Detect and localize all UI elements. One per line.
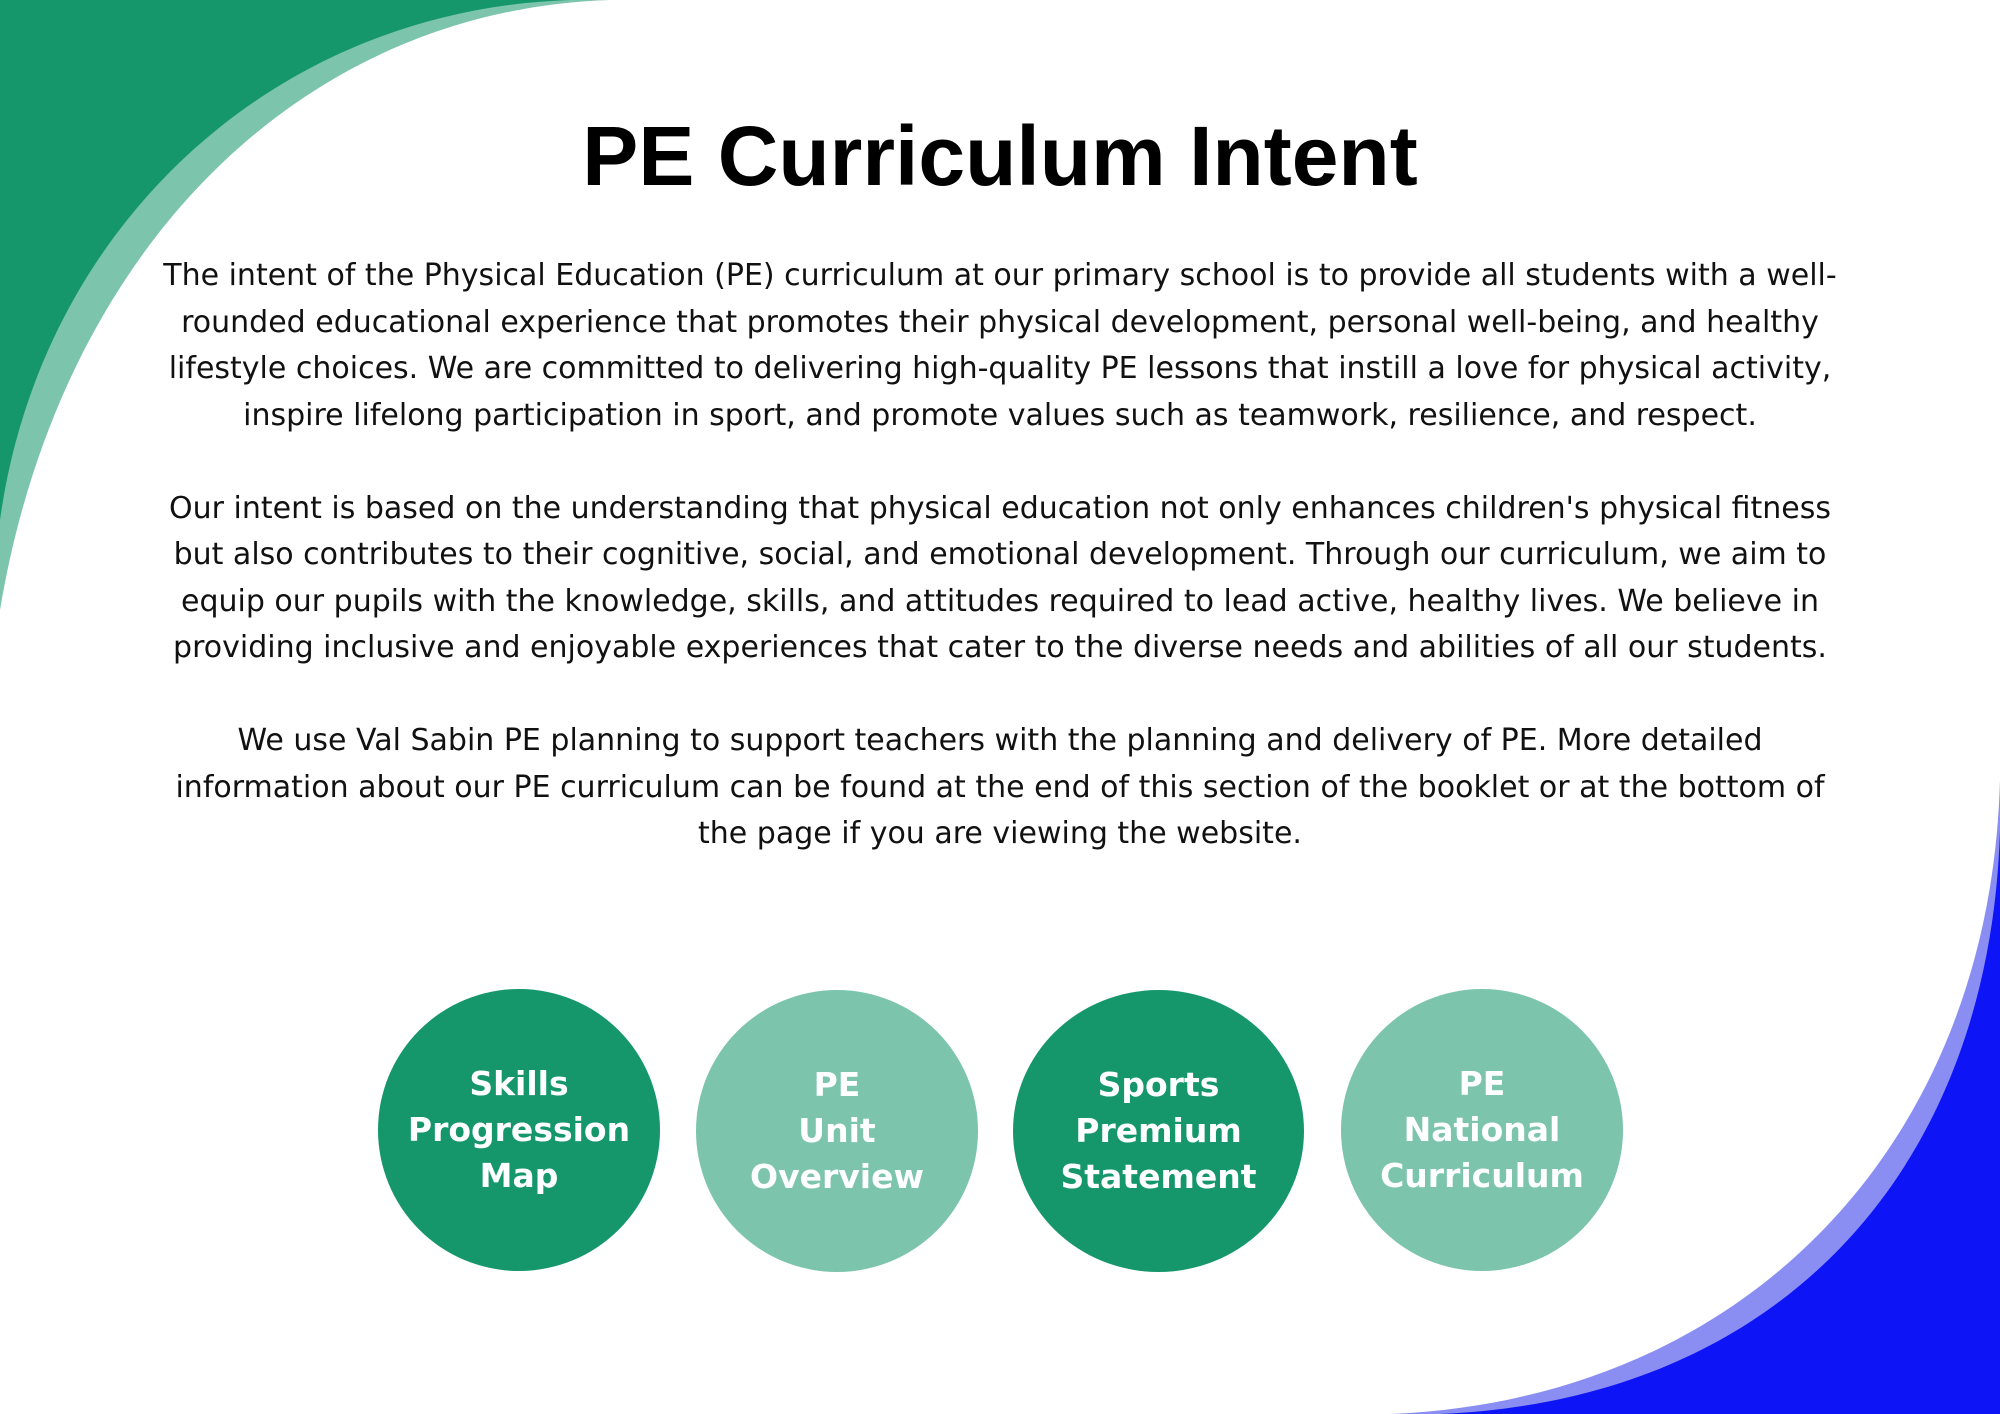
pe-national-curriculum-button[interactable] xyxy=(1341,989,1623,1271)
skills-progression-map-label: Skills Progression Map xyxy=(407,1064,631,1195)
intent-paragraph-3: We use Val Sabin PE planning to support teachers with the planning and delivery of PE. More detailed information about our PE curriculum can be found at the end of this section of the booklet or at the bottom of the page if you are viewing the website. xyxy=(175,723,1825,851)
intent-paragraph-1: The intent of the Physical Education (PE) curriculum at our primary school is to provide all students with a well-rounded educational experience that promotes their physical development, personal well-being, and healthy lifestyle choices. We are committed to delivering high-quality PE lessons that instill a love for physical activity, inspire lifelong participation in sport, and promote values such as teamwork, resilience, and respect. xyxy=(163,258,1837,433)
skills-progression-map-button[interactable] xyxy=(378,989,660,1271)
sports-premium-statement-button[interactable] xyxy=(1013,990,1304,1272)
sports-premium-statement-label: Sports Premium Statement xyxy=(1060,1065,1257,1196)
page-title: PE Curriculum Intent xyxy=(582,109,1418,203)
pe-unit-overview-button[interactable] xyxy=(696,990,978,1272)
pe-national-curriculum-label: PE National Curriculum xyxy=(1380,1064,1584,1195)
pe-unit-overview-label: PE Unit Overview xyxy=(750,1065,924,1196)
intent-paragraph-2: Our intent is based on the understanding that physical education not only enhances children's physical fitness but also contributes to their cognitive, social, and emotional development. Through our curriculum, we aim to equip our pupils with the knowledge, skills, and attitudes required to lead active, healthy lives. We believe in providing inclusive and enjoyable experiences that cater to the diverse needs and abilities of all our students. xyxy=(169,490,1831,665)
intent-text xyxy=(160,253,1840,904)
